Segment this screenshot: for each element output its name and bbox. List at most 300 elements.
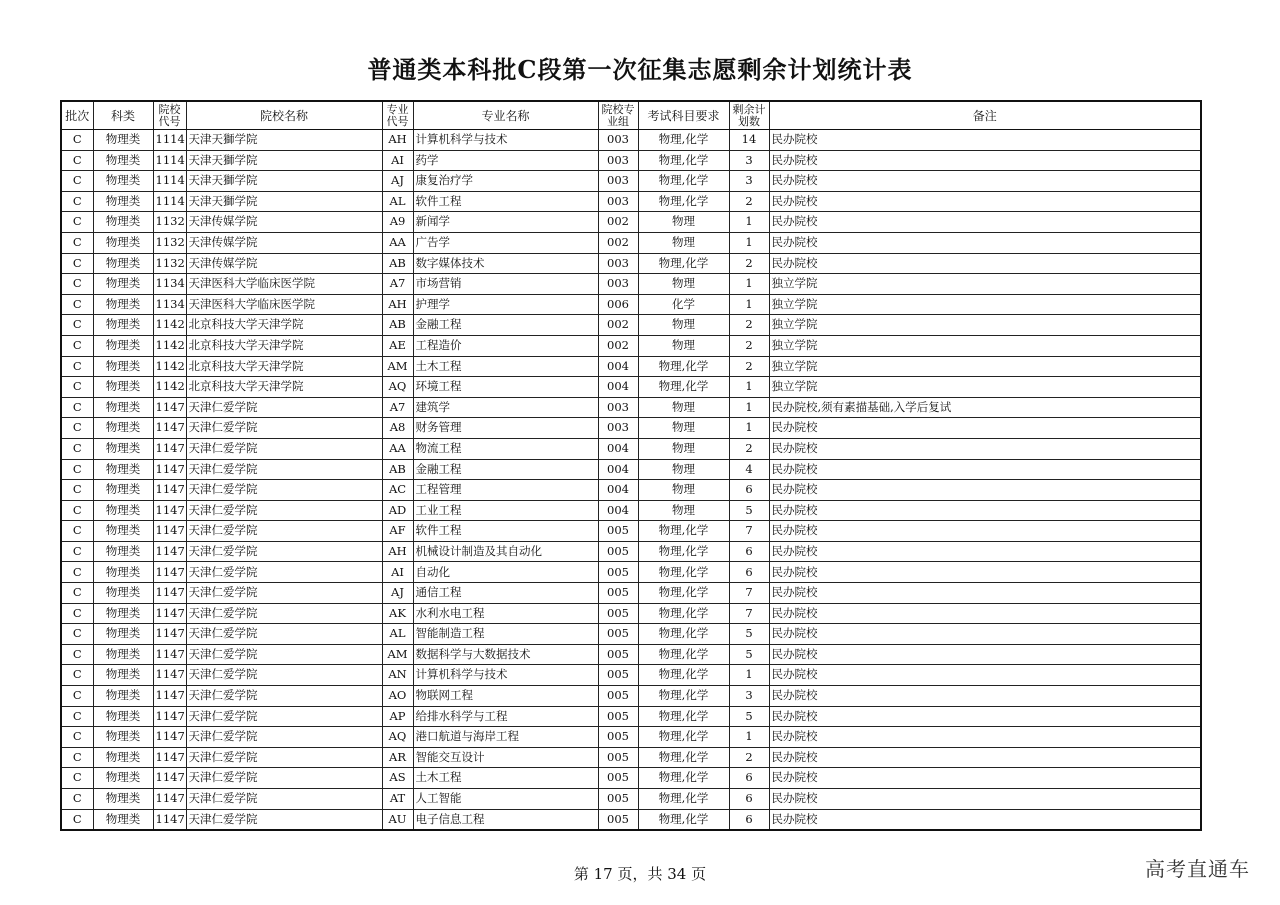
cell-school-code: 1147 — [153, 603, 186, 624]
cell-remarks: 民办院校 — [769, 253, 1201, 274]
cell-major-name: 物流工程 — [413, 438, 598, 459]
cell-remarks: 民办院校 — [769, 603, 1201, 624]
cell-major-name: 工程造价 — [413, 335, 598, 356]
cell-school-name: 天津仁爱学院 — [186, 747, 382, 768]
table-row — [61, 356, 1201, 377]
cell-major-code: AP — [382, 706, 413, 727]
cell-remaining: 4 — [729, 459, 769, 480]
cell-batch: C — [61, 706, 93, 727]
cell-major-code: AH — [382, 294, 413, 315]
cell-batch: C — [61, 521, 93, 542]
cell-group: 006 — [598, 294, 638, 315]
cell-school-name: 天津天獅学院 — [186, 171, 382, 192]
cell-school-code: 1147 — [153, 665, 186, 686]
cell-remarks: 民办院校 — [769, 665, 1201, 686]
cell-school-code: 1147 — [153, 397, 186, 418]
cell-school-name: 北京科技大学天津学院 — [186, 356, 382, 377]
cell-group: 003 — [598, 191, 638, 212]
cell-major-name: 土木工程 — [413, 768, 598, 789]
cell-remaining: 7 — [729, 603, 769, 624]
cell-subjects: 物理 — [638, 315, 729, 336]
table-row — [61, 644, 1201, 665]
cell-major-code: AM — [382, 356, 413, 377]
cell-major-code: A8 — [382, 418, 413, 439]
cell-remaining: 1 — [729, 727, 769, 748]
cell-batch: C — [61, 747, 93, 768]
cell-remaining: 6 — [729, 480, 769, 501]
cell-batch: C — [61, 603, 93, 624]
cell-group: 005 — [598, 521, 638, 542]
table-row — [61, 232, 1201, 253]
cell-major-name: 广告学 — [413, 232, 598, 253]
cell-category: 物理类 — [93, 150, 153, 171]
cell-school-name: 天津仁爱学院 — [186, 480, 382, 501]
cell-major-name: 护理学 — [413, 294, 598, 315]
table-row — [61, 686, 1201, 707]
table-row — [61, 706, 1201, 727]
cell-batch: C — [61, 500, 93, 521]
cell-school-code: 1147 — [153, 500, 186, 521]
cell-remarks: 独立学院 — [769, 356, 1201, 377]
cell-remaining: 2 — [729, 356, 769, 377]
cell-major-code: AE — [382, 335, 413, 356]
cell-subjects: 物理 — [638, 335, 729, 356]
cell-major-name: 智能制造工程 — [413, 624, 598, 645]
cell-school-code: 1147 — [153, 789, 186, 810]
cell-remaining: 6 — [729, 541, 769, 562]
cell-major-code: AD — [382, 500, 413, 521]
cell-remarks: 民办院校 — [769, 727, 1201, 748]
cell-school-name: 北京科技大学天津学院 — [186, 377, 382, 398]
cell-batch: C — [61, 789, 93, 810]
cell-subjects: 物理,化学 — [638, 191, 729, 212]
cell-category: 物理类 — [93, 459, 153, 480]
cell-group: 005 — [598, 644, 638, 665]
table-row — [61, 727, 1201, 748]
cell-batch: C — [61, 315, 93, 336]
cell-remarks: 民办院校 — [769, 500, 1201, 521]
cell-school-name: 天津仁爱学院 — [186, 644, 382, 665]
cell-group: 004 — [598, 356, 638, 377]
table-row — [61, 191, 1201, 212]
cell-school-name: 北京科技大学天津学院 — [186, 315, 382, 336]
cell-remaining: 1 — [729, 397, 769, 418]
cell-school-name: 天津天獅学院 — [186, 130, 382, 151]
header-school-name: 院校名称 — [186, 101, 382, 130]
cell-remaining: 3 — [729, 150, 769, 171]
cell-batch: C — [61, 274, 93, 295]
cell-school-code: 1132 — [153, 212, 186, 233]
cell-batch: C — [61, 232, 93, 253]
cell-subjects: 物理,化学 — [638, 521, 729, 542]
cell-major-code: AF — [382, 521, 413, 542]
cell-school-name: 天津仁爱学院 — [186, 665, 382, 686]
cell-remaining: 1 — [729, 274, 769, 295]
cell-major-name: 金融工程 — [413, 315, 598, 336]
cell-remarks: 民办院校 — [769, 747, 1201, 768]
cell-remarks: 独立学院 — [769, 377, 1201, 398]
table-row — [61, 397, 1201, 418]
cell-major-code: AU — [382, 809, 413, 830]
cell-group: 005 — [598, 541, 638, 562]
cell-subjects: 物理 — [638, 480, 729, 501]
cell-category: 物理类 — [93, 253, 153, 274]
cell-subjects: 物理,化学 — [638, 541, 729, 562]
cell-batch: C — [61, 212, 93, 233]
cell-group: 003 — [598, 397, 638, 418]
cell-major-code: AQ — [382, 377, 413, 398]
cell-group: 005 — [598, 624, 638, 645]
cell-school-code: 1134 — [153, 294, 186, 315]
cell-remarks: 独立学院 — [769, 294, 1201, 315]
cell-remaining: 2 — [729, 438, 769, 459]
cell-remaining: 5 — [729, 624, 769, 645]
cell-remarks: 民办院校 — [769, 438, 1201, 459]
cell-school-code: 1147 — [153, 459, 186, 480]
cell-major-name: 新闻学 — [413, 212, 598, 233]
table-row — [61, 480, 1201, 501]
table-row — [61, 459, 1201, 480]
cell-major-code: A9 — [382, 212, 413, 233]
cell-remaining: 1 — [729, 294, 769, 315]
cell-major-code: AH — [382, 130, 413, 151]
cell-school-name: 天津仁爱学院 — [186, 541, 382, 562]
cell-remaining: 1 — [729, 418, 769, 439]
cell-remarks: 民办院校 — [769, 562, 1201, 583]
cell-group: 003 — [598, 150, 638, 171]
cell-category: 物理类 — [93, 789, 153, 810]
cell-batch: C — [61, 583, 93, 604]
cell-school-code: 1147 — [153, 727, 186, 748]
cell-major-name: 自动化 — [413, 562, 598, 583]
cell-subjects: 物理 — [638, 418, 729, 439]
cell-school-code: 1142 — [153, 315, 186, 336]
cell-school-name: 天津仁爱学院 — [186, 768, 382, 789]
table-row — [61, 253, 1201, 274]
cell-remaining: 1 — [729, 212, 769, 233]
cell-category: 物理类 — [93, 603, 153, 624]
cell-school-name: 天津传媒学院 — [186, 253, 382, 274]
cell-school-code: 1147 — [153, 624, 186, 645]
cell-major-name: 药学 — [413, 150, 598, 171]
table-row — [61, 377, 1201, 398]
cell-remaining: 6 — [729, 809, 769, 830]
cell-remarks: 民办院校 — [769, 480, 1201, 501]
cell-group: 003 — [598, 418, 638, 439]
cell-school-code: 1132 — [153, 253, 186, 274]
cell-group: 005 — [598, 603, 638, 624]
cell-group: 005 — [598, 747, 638, 768]
cell-school-code: 1147 — [153, 768, 186, 789]
cell-subjects: 物理,化学 — [638, 253, 729, 274]
cell-major-name: 工业工程 — [413, 500, 598, 521]
plan-table — [60, 100, 1202, 831]
cell-subjects: 物理,化学 — [638, 583, 729, 604]
table-row — [61, 274, 1201, 295]
cell-major-name: 市场营销 — [413, 274, 598, 295]
cell-group: 003 — [598, 130, 638, 151]
cell-school-code: 1134 — [153, 274, 186, 295]
cell-school-code: 1147 — [153, 480, 186, 501]
cell-subjects: 物理,化学 — [638, 377, 729, 398]
cell-category: 物理类 — [93, 232, 153, 253]
cell-major-code: AA — [382, 438, 413, 459]
cell-batch: C — [61, 459, 93, 480]
cell-major-name: 港口航道与海岸工程 — [413, 727, 598, 748]
header-school-code: 院校代号 — [153, 101, 186, 130]
cell-remarks: 民办院校,须有素描基础,入学后复试 — [769, 397, 1201, 418]
cell-school-name: 天津仁爱学院 — [186, 562, 382, 583]
table-row — [61, 665, 1201, 686]
cell-school-code: 1147 — [153, 541, 186, 562]
table-row — [61, 809, 1201, 830]
cell-remaining: 6 — [729, 789, 769, 810]
cell-school-code: 1147 — [153, 644, 186, 665]
cell-group: 002 — [598, 232, 638, 253]
cell-school-code: 1147 — [153, 747, 186, 768]
cell-batch: C — [61, 541, 93, 562]
cell-remarks: 民办院校 — [769, 541, 1201, 562]
cell-school-name: 天津仁爱学院 — [186, 459, 382, 480]
cell-school-name: 天津天獅学院 — [186, 191, 382, 212]
cell-subjects: 物理,化学 — [638, 686, 729, 707]
cell-category: 物理类 — [93, 356, 153, 377]
cell-category: 物理类 — [93, 562, 153, 583]
cell-school-name: 天津仁爱学院 — [186, 603, 382, 624]
cell-remarks: 民办院校 — [769, 191, 1201, 212]
cell-major-name: 软件工程 — [413, 521, 598, 542]
cell-remarks: 民办院校 — [769, 809, 1201, 830]
cell-major-code: AT — [382, 789, 413, 810]
header-major-code: 专业代号 — [382, 101, 413, 130]
cell-category: 物理类 — [93, 377, 153, 398]
cell-subjects: 物理,化学 — [638, 727, 729, 748]
cell-category: 物理类 — [93, 521, 153, 542]
cell-category: 物理类 — [93, 500, 153, 521]
cell-batch: C — [61, 397, 93, 418]
cell-batch: C — [61, 686, 93, 707]
cell-school-name: 天津仁爱学院 — [186, 686, 382, 707]
table-row — [61, 171, 1201, 192]
table-row — [61, 541, 1201, 562]
cell-remaining: 6 — [729, 562, 769, 583]
cell-school-code: 1114 — [153, 171, 186, 192]
cell-batch: C — [61, 377, 93, 398]
cell-batch: C — [61, 418, 93, 439]
cell-category: 物理类 — [93, 212, 153, 233]
cell-school-name: 天津仁爱学院 — [186, 624, 382, 645]
table-row — [61, 294, 1201, 315]
cell-category: 物理类 — [93, 274, 153, 295]
cell-remaining: 14 — [729, 130, 769, 151]
cell-remaining: 2 — [729, 315, 769, 336]
cell-remarks: 民办院校 — [769, 130, 1201, 151]
cell-category: 物理类 — [93, 809, 153, 830]
cell-category: 物理类 — [93, 397, 153, 418]
cell-school-name: 北京科技大学天津学院 — [186, 335, 382, 356]
cell-batch: C — [61, 665, 93, 686]
cell-major-code: AS — [382, 768, 413, 789]
cell-batch: C — [61, 438, 93, 459]
cell-major-code: AI — [382, 562, 413, 583]
cell-subjects: 物理,化学 — [638, 356, 729, 377]
cell-subjects: 物理,化学 — [638, 171, 729, 192]
cell-subjects: 物理 — [638, 212, 729, 233]
table-row — [61, 583, 1201, 604]
cell-category: 物理类 — [93, 706, 153, 727]
cell-major-code: AB — [382, 253, 413, 274]
cell-remarks: 独立学院 — [769, 335, 1201, 356]
cell-remaining: 3 — [729, 171, 769, 192]
table-row — [61, 418, 1201, 439]
cell-subjects: 物理,化学 — [638, 706, 729, 727]
cell-major-code: AC — [382, 480, 413, 501]
cell-major-name: 电子信息工程 — [413, 809, 598, 830]
cell-major-code: AH — [382, 541, 413, 562]
cell-major-name: 智能交互设计 — [413, 747, 598, 768]
cell-group: 003 — [598, 171, 638, 192]
cell-group: 005 — [598, 706, 638, 727]
cell-major-code: AL — [382, 191, 413, 212]
cell-school-name: 天津仁爱学院 — [186, 397, 382, 418]
cell-school-code: 1147 — [153, 562, 186, 583]
cell-school-name: 天津仁爱学院 — [186, 809, 382, 830]
cell-remaining: 7 — [729, 521, 769, 542]
table-row — [61, 789, 1201, 810]
table-row — [61, 521, 1201, 542]
cell-remaining: 6 — [729, 768, 769, 789]
cell-category: 物理类 — [93, 335, 153, 356]
cell-batch: C — [61, 191, 93, 212]
cell-major-name: 数据科学与大数据技术 — [413, 644, 598, 665]
cell-category: 物理类 — [93, 541, 153, 562]
cell-subjects: 物理 — [638, 397, 729, 418]
cell-batch: C — [61, 150, 93, 171]
cell-major-name: 给排水科学与工程 — [413, 706, 598, 727]
cell-remarks: 独立学院 — [769, 315, 1201, 336]
cell-subjects: 物理,化学 — [638, 789, 729, 810]
cell-remarks: 民办院校 — [769, 686, 1201, 707]
cell-remaining: 2 — [729, 253, 769, 274]
table-row — [61, 150, 1201, 171]
cell-major-code: AR — [382, 747, 413, 768]
cell-major-name: 计算机科学与技术 — [413, 665, 598, 686]
cell-category: 物理类 — [93, 191, 153, 212]
cell-school-code: 1147 — [153, 583, 186, 604]
cell-subjects: 物理,化学 — [638, 130, 729, 151]
cell-major-code: AM — [382, 644, 413, 665]
cell-remaining: 2 — [729, 191, 769, 212]
cell-category: 物理类 — [93, 130, 153, 151]
cell-major-name: 机械设计制造及其自动化 — [413, 541, 598, 562]
cell-remaining: 1 — [729, 232, 769, 253]
cell-major-code: AB — [382, 459, 413, 480]
cell-subjects: 物理 — [638, 274, 729, 295]
cell-major-name: 康复治疗学 — [413, 171, 598, 192]
cell-school-name: 天津仁爱学院 — [186, 727, 382, 748]
header-subjects: 考试科目要求 — [638, 101, 729, 130]
cell-category: 物理类 — [93, 747, 153, 768]
header-group: 院校专业组 — [598, 101, 638, 130]
cell-remarks: 民办院校 — [769, 521, 1201, 542]
cell-group: 003 — [598, 253, 638, 274]
cell-batch: C — [61, 768, 93, 789]
table-row — [61, 335, 1201, 356]
cell-major-name: 土木工程 — [413, 356, 598, 377]
cell-batch: C — [61, 253, 93, 274]
cell-school-name: 天津仁爱学院 — [186, 418, 382, 439]
cell-remarks: 民办院校 — [769, 768, 1201, 789]
cell-school-code: 1147 — [153, 706, 186, 727]
table-row — [61, 624, 1201, 645]
cell-batch: C — [61, 356, 93, 377]
cell-major-code: AJ — [382, 583, 413, 604]
cell-remarks: 独立学院 — [769, 274, 1201, 295]
cell-major-code: AN — [382, 665, 413, 686]
cell-school-code: 1147 — [153, 521, 186, 542]
cell-category: 物理类 — [93, 727, 153, 748]
cell-remarks: 民办院校 — [769, 150, 1201, 171]
cell-subjects: 物理,化学 — [638, 150, 729, 171]
cell-school-code: 1132 — [153, 232, 186, 253]
cell-subjects: 物理 — [638, 232, 729, 253]
header-category: 科类 — [93, 101, 153, 130]
cell-school-code: 1147 — [153, 809, 186, 830]
cell-category: 物理类 — [93, 171, 153, 192]
cell-school-code: 1114 — [153, 130, 186, 151]
cell-category: 物理类 — [93, 480, 153, 501]
cell-batch: C — [61, 809, 93, 830]
cell-school-name: 天津仁爱学院 — [186, 789, 382, 810]
cell-major-code: AO — [382, 686, 413, 707]
cell-subjects: 物理,化学 — [638, 644, 729, 665]
cell-group: 005 — [598, 686, 638, 707]
cell-school-code: 1114 — [153, 150, 186, 171]
cell-major-name: 工程管理 — [413, 480, 598, 501]
cell-subjects: 物理 — [638, 438, 729, 459]
cell-subjects: 物理,化学 — [638, 665, 729, 686]
cell-remarks: 民办院校 — [769, 232, 1201, 253]
cell-batch: C — [61, 727, 93, 748]
cell-subjects: 物理,化学 — [638, 768, 729, 789]
cell-group: 005 — [598, 562, 638, 583]
cell-remaining: 3 — [729, 686, 769, 707]
header-batch: 批次 — [61, 101, 93, 130]
cell-remarks: 民办院校 — [769, 171, 1201, 192]
cell-major-code: AA — [382, 232, 413, 253]
cell-school-code: 1142 — [153, 356, 186, 377]
cell-school-name: 天津天獅学院 — [186, 150, 382, 171]
header-major-name: 专业名称 — [413, 101, 598, 130]
cell-category: 物理类 — [93, 665, 153, 686]
cell-school-name: 天津医科大学临床医学院 — [186, 294, 382, 315]
cell-school-code: 1114 — [153, 191, 186, 212]
page-number: 第 17 页，共 34 页 — [573, 865, 707, 883]
cell-school-name: 天津传媒学院 — [186, 212, 382, 233]
cell-batch: C — [61, 335, 93, 356]
cell-subjects: 物理,化学 — [638, 624, 729, 645]
cell-batch: C — [61, 562, 93, 583]
cell-school-code: 1142 — [153, 377, 186, 398]
header-row — [61, 101, 1201, 130]
table-row — [61, 130, 1201, 151]
cell-major-code: AJ — [382, 171, 413, 192]
cell-subjects: 物理,化学 — [638, 603, 729, 624]
cell-major-name: 计算机科学与技术 — [413, 130, 598, 151]
cell-school-name: 天津仁爱学院 — [186, 583, 382, 604]
cell-group: 005 — [598, 727, 638, 748]
table-row — [61, 603, 1201, 624]
